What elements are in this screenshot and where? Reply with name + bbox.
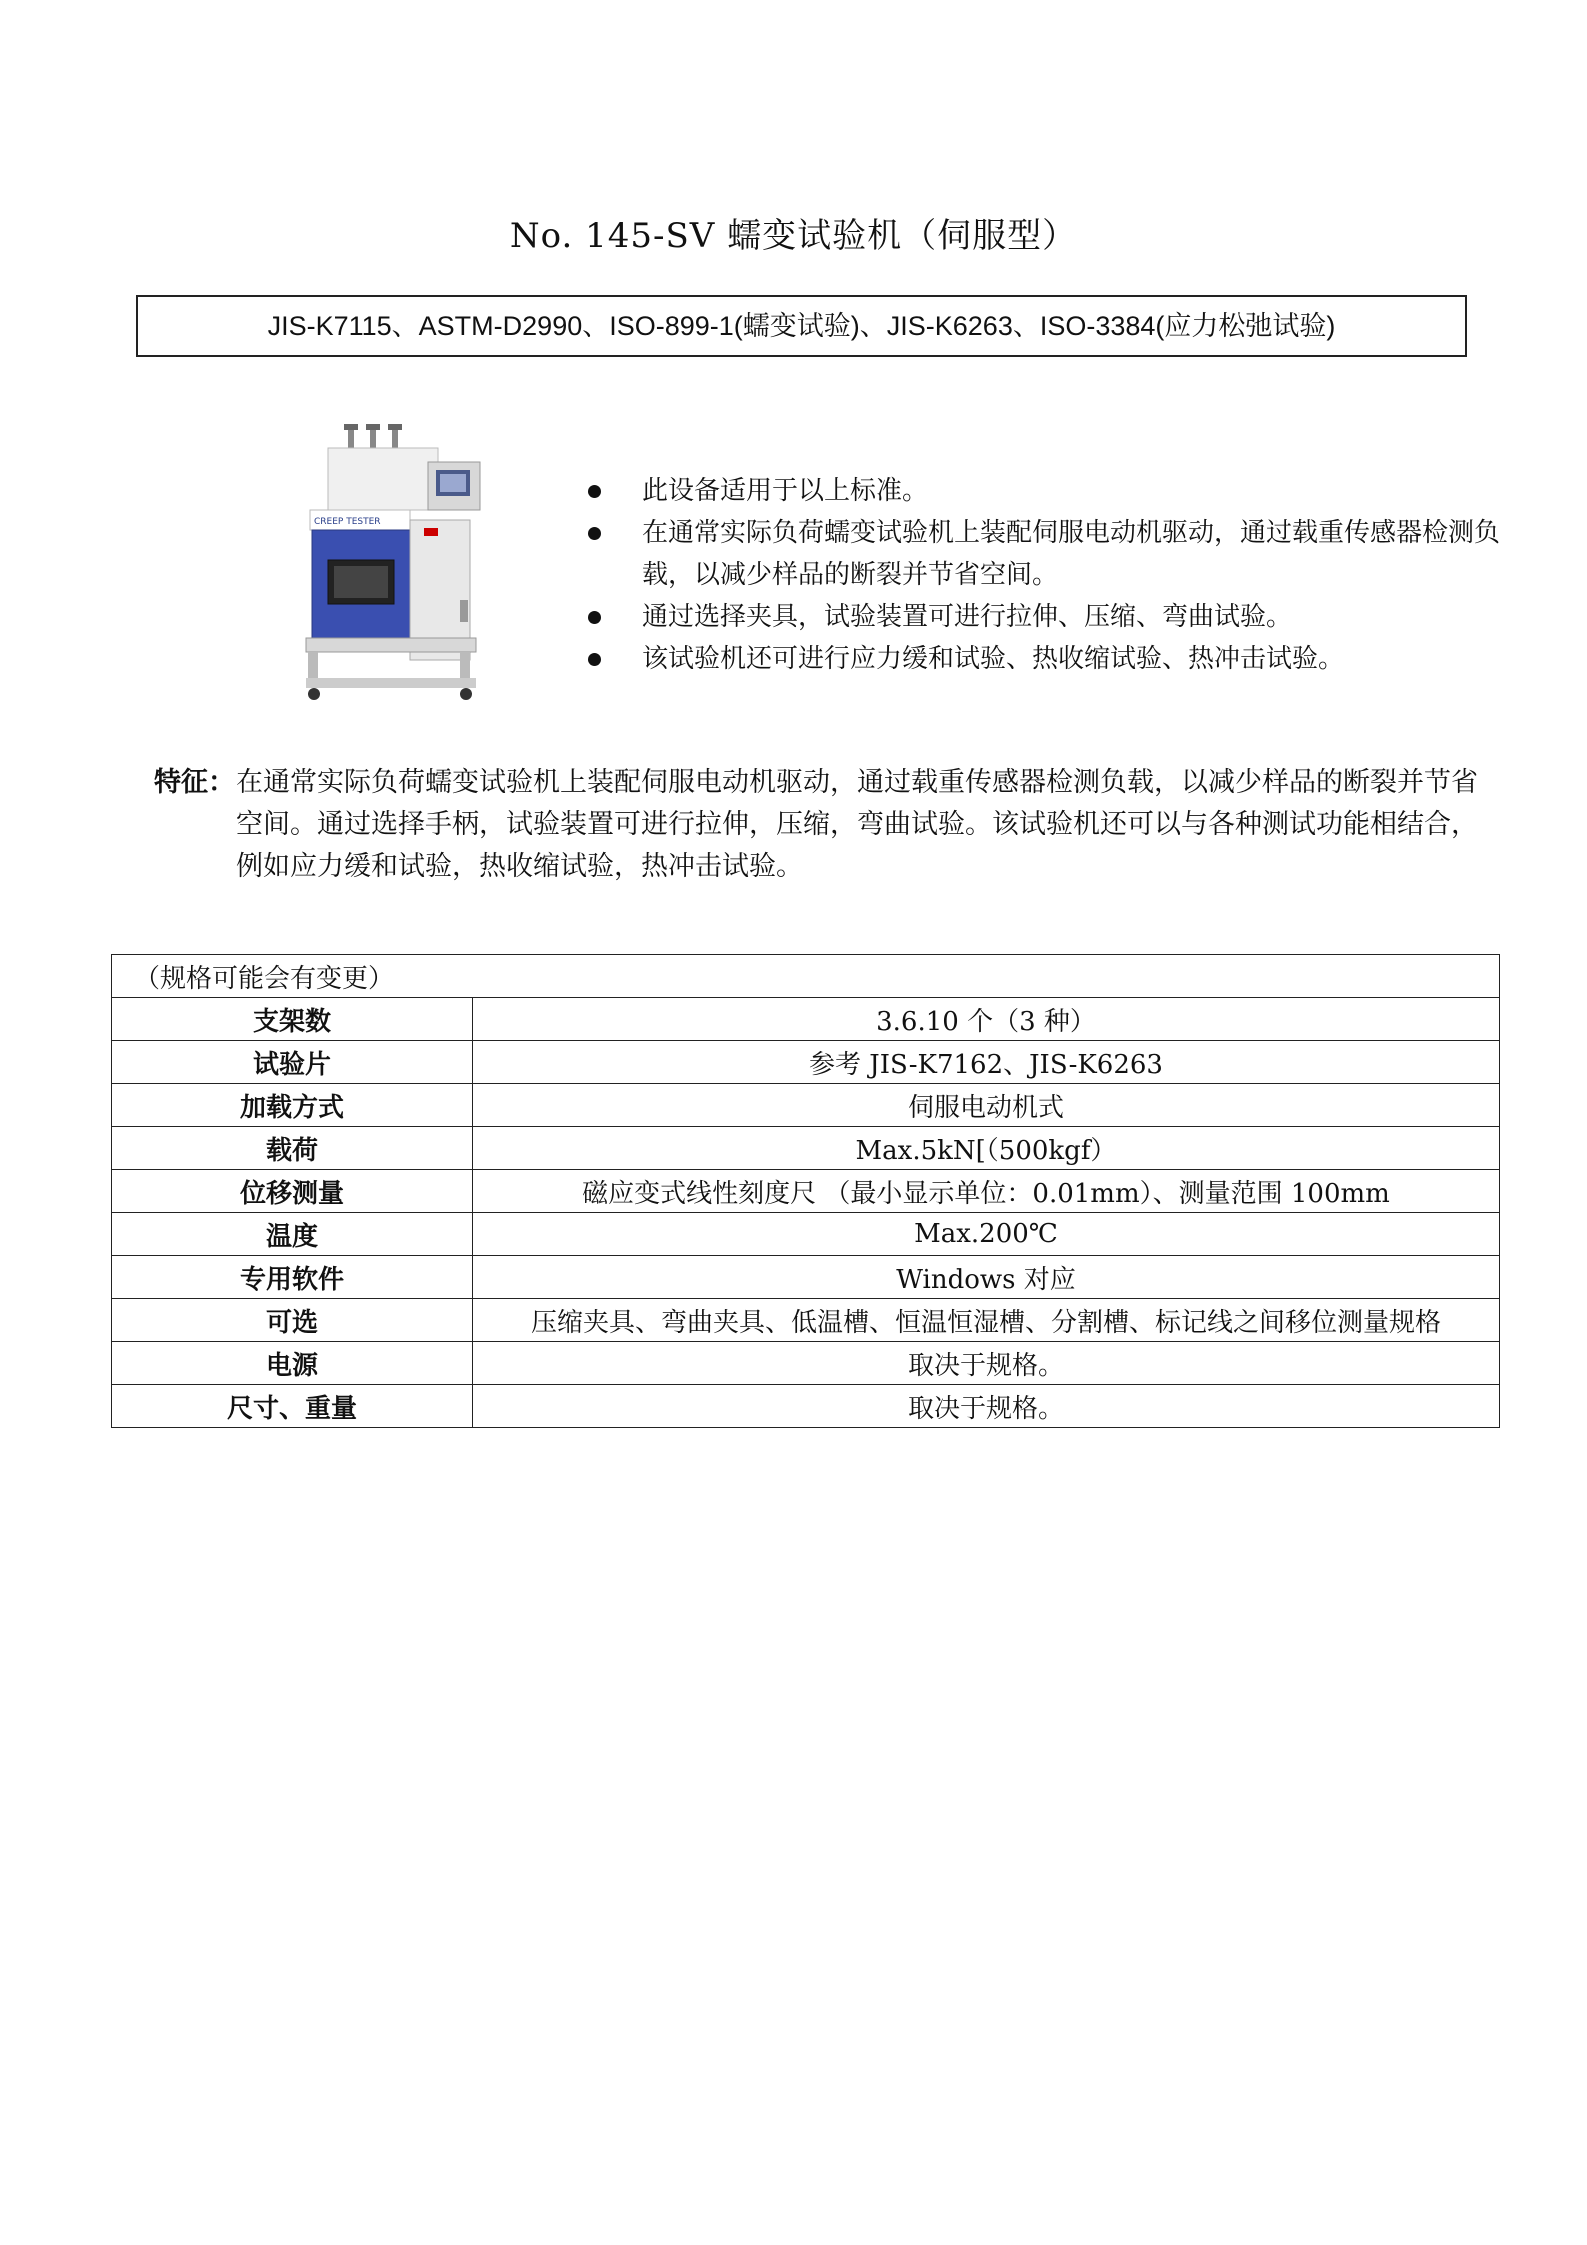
spec-key: 载荷 xyxy=(112,1127,473,1170)
feature-paragraph xyxy=(154,762,1504,888)
standards-box: JIS-K7115、ASTM-D2990、ISO-899-1(蠕变试验)、JIS-K6263、ISO-3384(应力松弛试验) xyxy=(136,295,1467,357)
spec-key: 支架数 xyxy=(112,998,473,1041)
spec-key: 位移测量 xyxy=(112,1170,473,1213)
bullet-item: 在通常实际负荷蠕变试验机上装配伺服电动机驱动，通过载重传感器检测负载，以减少样品的断裂并节省空间。 xyxy=(580,512,1520,596)
spec-value: Max.200℃ xyxy=(473,1213,1500,1256)
spec-key: 尺寸、重量 xyxy=(112,1385,473,1428)
table-row xyxy=(112,1385,1500,1428)
feature-bullets xyxy=(580,470,1520,680)
table-row xyxy=(112,1084,1500,1127)
bullet-dot xyxy=(588,527,601,540)
machine-logo: CREEP TESTER xyxy=(314,517,381,527)
table-row xyxy=(112,1342,1500,1385)
spec-value: 伺服电动机式 xyxy=(473,1084,1500,1127)
bullet-item: 该试验机还可进行应力缓和试验、热收缩试验、热冲击试验。 xyxy=(580,638,1520,680)
spec-value: Windows 对应 xyxy=(473,1256,1500,1299)
bullet-item: 通过选择夹具，试验装置可进行拉伸、压缩、弯曲试验。 xyxy=(580,596,1520,638)
bullet-item: 此设备适用于以上标准。 xyxy=(580,470,1520,512)
spec-value: 3.6.10 个（3 种） xyxy=(473,998,1500,1041)
feature-label: 特征： xyxy=(154,767,235,798)
table-row xyxy=(112,1170,1500,1213)
table-row xyxy=(112,1256,1500,1299)
bullet-dot xyxy=(588,485,601,498)
spec-value: 取决于规格。 xyxy=(473,1342,1500,1385)
spec-value: 压缩夹具、弯曲夹具、低温槽、恒温恒湿槽、分割槽、标记线之间移位测量规格 xyxy=(473,1299,1500,1342)
spec-value: 参考 JIS-K7162、JIS-K6263 xyxy=(473,1041,1500,1084)
table-row xyxy=(112,1213,1500,1256)
table-row xyxy=(112,1299,1500,1342)
spec-key: 加载方式 xyxy=(112,1084,473,1127)
bullet-dot xyxy=(588,653,601,666)
spec-key: 试验片 xyxy=(112,1041,473,1084)
bullet-dot xyxy=(588,611,601,624)
table-row xyxy=(112,1127,1500,1170)
feature-text: 在通常实际负荷蠕变试验机上装配伺服电动机驱动，通过载重传感器检测负载，以减少样品的断裂并节省空间。通过选择手柄，试验装置可进行拉伸，压缩，弯曲试验。该试验机还可以与各种测试功能相结合，例如应力缓和试验，热收缩试验，热冲击试验。 xyxy=(236,767,1478,882)
spec-value: 取决于规格。 xyxy=(473,1385,1500,1428)
spec-key: 电源 xyxy=(112,1342,473,1385)
spec-value: Max.5kN[（500kgf） xyxy=(473,1127,1500,1170)
table-row xyxy=(112,1041,1500,1084)
page-title: No. 145-SV 蠕变试验机（伺服型） xyxy=(509,216,1078,256)
table-row xyxy=(112,998,1500,1041)
spec-key: 专用软件 xyxy=(112,1256,473,1299)
table-note: （规格可能会有变更） xyxy=(112,955,1500,998)
spec-key: 温度 xyxy=(112,1213,473,1256)
spec-table xyxy=(111,954,1500,1428)
spec-key: 可选 xyxy=(112,1299,473,1342)
spec-value: 磁应变式线性刻度尺 （最小显示单位：0.01mm）、测量范围 100mm xyxy=(473,1170,1500,1213)
table-note-row xyxy=(112,955,1500,998)
machine-image xyxy=(300,420,510,710)
